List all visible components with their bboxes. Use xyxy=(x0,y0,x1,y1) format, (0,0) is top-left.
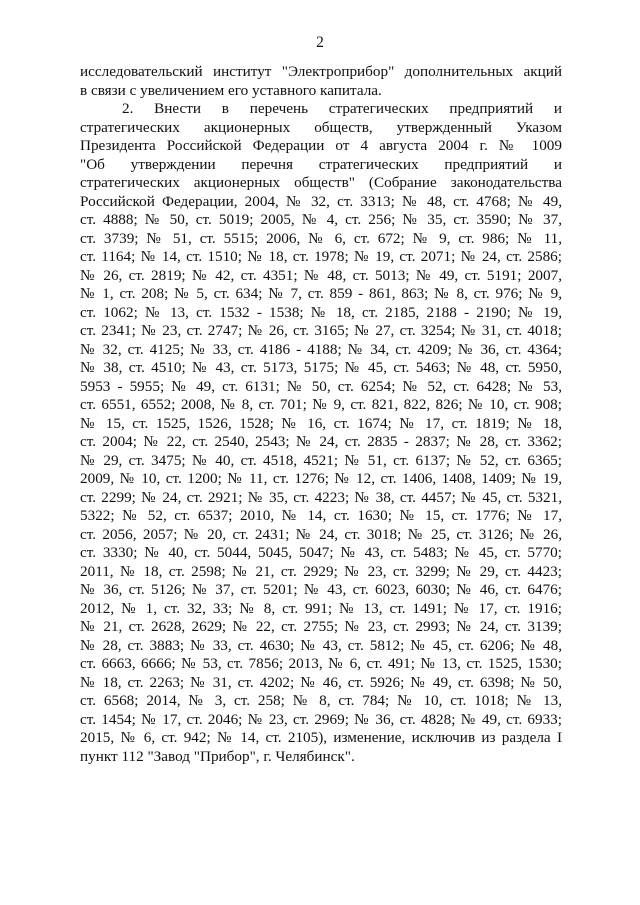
text-line: № 29, ст. 3475; № 40, ст. 4518, 4521; № 51, ст. 6137; № 52, ст. 6365; xyxy=(80,451,562,469)
text-line: № 26, ст. 2819; № 42, ст. 4351; № 48, ст. 5013; № 49, ст. 5191; 2007, xyxy=(80,266,562,284)
paragraph-first-line: 2. Внести в перечень стратегических предприятий и xyxy=(122,100,562,117)
text-line: 2015, № 6, ст. 942; № 14, ст. 2105), изменение, исключив из раздела I xyxy=(80,729,562,746)
text-line: ст. 3330; № 40, ст. 5044, 5045, 5047; № 43, ст. 5483; № 45, ст. 5770; xyxy=(80,544,562,561)
text-line: 2011, № 18, ст. 2598; № 21, ст. 2929; № 23, ст. 3299; № 29, ст. 4423; xyxy=(80,562,562,580)
text-line: ст. 3739; № 51, ст. 5515; 2006, № 6, ст. 672; № 9, ст. 986; № 11, xyxy=(80,229,562,247)
text-line: № 21, ст. 2628, 2629; № 22, ст. 2755; № 23, ст. 2993; № 24, ст. 3139; xyxy=(80,618,562,635)
text-line: № 18, ст. 2263; № 31, ст. 4202; № 46, ст. 5926; № 49, ст. 6398; № 50, xyxy=(80,673,562,691)
text-line: № 28, ст. 3883; № 33, ст. 4630; № 43, ст. 5812; № 45, ст. 6206; № 48, xyxy=(80,636,562,654)
text-line: ст. 1454; № 17, ст. 2046; № 23, ст. 2969; № 36, ст. 4828; № 49, ст. 6933; xyxy=(80,710,562,728)
text-line: № 32, ст. 4125; № 33, ст. 4186 - 4188; № 34, ст. 4209; № 36, ст. 4364; xyxy=(80,340,562,358)
text-line: 2012, № 1, ст. 32, 33; № 8, ст. 991; № 13, ст. 1491; № 17, ст. 1916; xyxy=(80,599,562,617)
document-body xyxy=(80,63,562,766)
text-line: в связи с увеличением его уставного капитала. xyxy=(80,81,382,99)
text-line: № 38, ст. 4510; № 43, ст. 5173, 5175; № 45, ст. 5463; № 48, ст. 5950, xyxy=(80,359,562,376)
text-line: Президента Российской Федерации от 4 августа 2004 г. № 1009 xyxy=(80,137,562,154)
text-line: ст. 6568; 2014, № 3, ст. 258; № 8, ст. 784; № 10, ст. 1018; № 13, xyxy=(80,692,562,709)
text-line: 5322; № 52, ст. 6537; 2010, № 14, ст. 1630; № 15, ст. 1776; № 17, xyxy=(80,507,562,524)
text-line: "Об утверждении перечня стратегических предприятий и xyxy=(80,155,562,173)
text-line: № 1, ст. 208; № 5, ст. 634; № 7, ст. 859 - 861, 863; № 8, ст. 976; № 9, xyxy=(80,285,562,302)
text-line: Российской Федерации, 2004, № 32, ст. 3313; № 48, ст. 4768; № 49, xyxy=(80,192,562,210)
text-line: пункт 112 "Завод "Прибор", г. Челябинск". xyxy=(80,747,355,765)
text-line: 2009, № 10, ст. 1200; № 11, ст. 1276; № 12, ст. 1406, 1408, 1409; № 19, xyxy=(80,470,562,487)
text-line: ст. 2004; № 22, ст. 2540, 2543; № 24, ст. 2835 - 2837; № 28, ст. 3362; xyxy=(80,433,562,450)
text-line: стратегических акционерных обществ" (Собрание законодательства xyxy=(80,174,562,191)
text-line: № 15, ст. 1525, 1526, 1528; № 16, ст. 1674; № 17, ст. 1819; № 18, xyxy=(80,414,562,432)
text-line: ст. 1164; № 14, ст. 1510; № 18, ст. 1978; № 19, ст. 2071; № 24, ст. 2586; xyxy=(80,248,562,265)
text-line: ст. 6551, 6552; 2008, № 8, ст. 701; № 9, ст. 821, 822, 826; № 10, ст. 908; xyxy=(80,396,562,413)
text-line: ст. 4888; № 50, ст. 5019; 2005, № 4, ст. 256; № 35, ст. 3590; № 37, xyxy=(80,211,562,228)
text-line: стратегических акционерных обществ, утвержденный Указом xyxy=(80,118,562,136)
text-line: № 36, ст. 5126; № 37, ст. 5201; № 43, ст. 6023, 6030; № 46, ст. 6476; xyxy=(80,581,562,598)
text-line: исследовательский институт "Электроприбор" дополнительных акций xyxy=(80,63,562,80)
text-line: 5953 - 5955; № 49, ст. 6131; № 50, ст. 6254; № 52, ст. 6428; № 53, xyxy=(80,377,562,395)
text-line: ст. 1062; № 13, ст. 1532 - 1538; № 18, ст. 2185, 2188 - 2190; № 19, xyxy=(80,303,562,321)
text-line: ст. 2299; № 24, ст. 2921; № 35, ст. 4223; № 38, ст. 4457; № 45, ст. 5321, xyxy=(80,488,562,506)
text-line: ст. 2341; № 23, ст. 2747; № 26, ст. 3165; № 27, ст. 3254; № 31, ст. 4018; xyxy=(80,322,562,339)
text-line: ст. 6663, 6666; № 53, ст. 7856; 2013, № 6, ст. 491; № 13, ст. 1525, 1530; xyxy=(80,655,562,672)
page-number: 2 xyxy=(316,34,324,51)
text-line: ст. 2056, 2057; № 20, ст. 2431; № 24, ст. 3018; № 25, ст. 3126; № 26, xyxy=(80,525,562,543)
